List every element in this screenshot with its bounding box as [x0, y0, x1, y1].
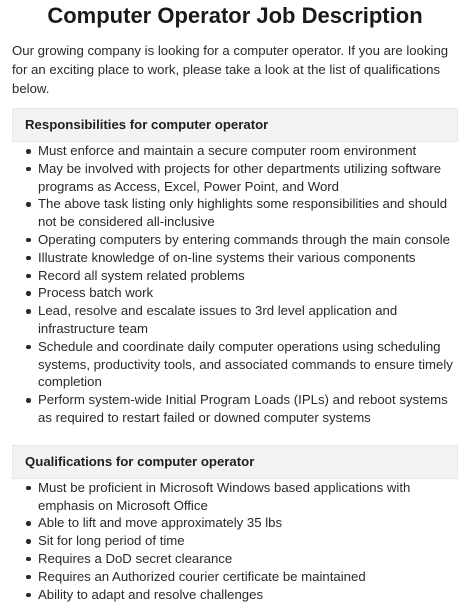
list-item: Record all system related problems [12, 267, 458, 285]
list-item: Requires a DoD secret clearance [12, 550, 458, 568]
list-item: Schedule and coordinate daily computer operations using scheduling systems, productivity tools, and associated commands to ensure timely completion [12, 338, 458, 391]
page-title: Computer Operator Job Description [47, 3, 423, 28]
list-item: May be involved with projects for other departments utilizing software programs as Access, Excel, Power Point, and Word [12, 160, 458, 196]
list-item: Lead, resolve and escalate issues to 3rd level application and infrastructure team [12, 302, 458, 338]
list-item: Requires an Authorized courier certificate be maintained [12, 568, 458, 586]
list-item: The above task listing only highlights some responsibilities and should not be considered all-inclusive [12, 195, 458, 231]
list-item: Ability to adapt and resolve challenges [12, 586, 458, 604]
responsibilities-list [12, 142, 458, 427]
list-item: Operating computers by entering commands through the main console [12, 231, 458, 249]
qualifications-list [12, 479, 458, 604]
list-item: Process batch work [12, 284, 458, 302]
responsibilities-heading: Responsibilities for computer operator [12, 108, 458, 142]
list-item: Perform system-wide Initial Program Loads (IPLs) and reboot systems as required to restart failed or downed computer systems [12, 391, 458, 427]
list-item: Must enforce and maintain a secure computer room environment [12, 142, 458, 160]
qualifications-heading: Qualifications for computer operator [12, 445, 458, 479]
intro-paragraph: Our growing company is looking for a computer operator. If you are looking for an exciting place to work, please take a look at the list of qualifications below. [12, 43, 449, 96]
list-item: Illustrate knowledge of on-line systems their various components [12, 249, 458, 267]
list-item: Able to lift and move approximately 35 lbs [12, 514, 458, 532]
list-item: Must be proficient in Microsoft Windows based applications with emphasis on Microsoft Office [12, 479, 458, 515]
list-item: Sit for long period of time [12, 532, 458, 550]
